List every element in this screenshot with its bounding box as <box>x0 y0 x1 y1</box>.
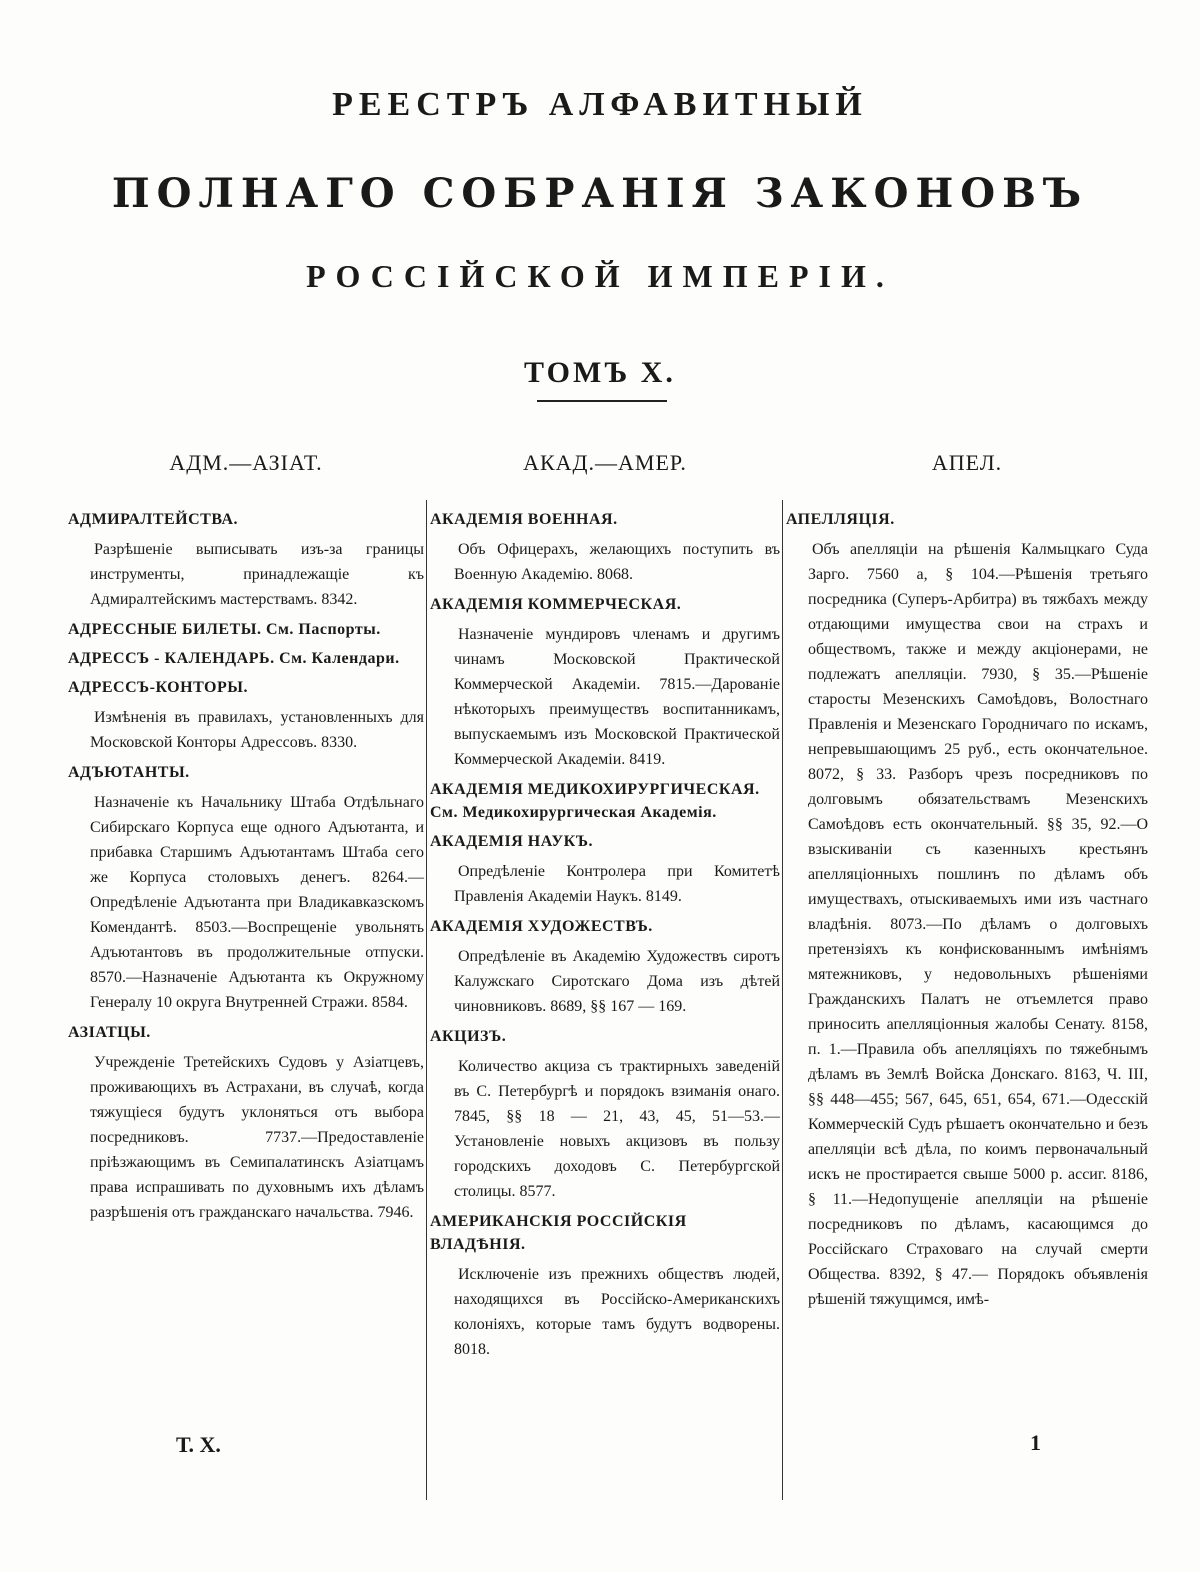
volume-signature: Т. X. <box>176 1432 221 1457</box>
entry-heading: АКАДЕМІЯ ВОЕННАЯ. <box>430 511 618 528</box>
entry-heading: АПЕЛЛЯЦІЯ. <box>786 511 895 528</box>
column-3 <box>786 448 1148 1548</box>
column-divider <box>426 500 427 1500</box>
entry-body: Разрѣшеніе выписывать изъ-за границы инструменты, принадлежащіе къ Адмиралтейскимъ мастерствамъ. 8342. <box>90 541 424 608</box>
column-2 <box>430 448 780 1548</box>
entry-heading: АДРЕССЪ-КОНТОРЫ. <box>68 679 248 696</box>
title-line-2: ПОЛНАГО СОБРАНІЯ ЗАКОНОВЪ <box>111 170 1089 217</box>
index-entry <box>430 778 780 824</box>
entry-heading: АДМИРАЛТЕЙСТВА. <box>68 511 239 528</box>
entry-heading: АМЕРИКАНСКІЯ РОССІЙСКІЯ ВЛАДѢНІЯ. <box>430 1213 687 1253</box>
entry-heading: АКАДЕМІЯ НАУКЪ. <box>430 833 593 850</box>
entry-heading: АДРЕССНЫЕ БИЛЕТЫ. См. Паспорты. <box>68 621 381 638</box>
column-divider <box>782 500 783 1500</box>
column-header: АКАД.—АМЕР. <box>523 450 687 475</box>
index-entry <box>68 508 424 612</box>
entry-body: Назначеніе къ Начальнику Штаба Отдѣльнаго Сибирскаго Корпуса еще одного Адъютанта, и прибавка Старшимъ Адъютантамъ Штаба сего же Корпуса столовыхъ денегъ. 8264.—Опредѣленіе Адъютанта при Владикавказскомъ Комендантѣ. 8503.—Воспрещеніе увольнять Адъютантовъ въ продолжительные отпуски. 8570.—Назначеніе Адъютанта къ Окружному Генералу 10 округа Внутренней Стражи. 8584. <box>90 794 424 1011</box>
entry-heading: АКЦИЗЪ. <box>430 1028 507 1045</box>
entry-body: Объ Офицерахъ, желающихъ поступить въ Военную Академію. 8068. <box>454 541 780 583</box>
entry-heading: АДРЕССЪ - КАЛЕНДАРЬ. См. Календари. <box>68 650 400 667</box>
entry-body: Опредѣленіе Контролера при Комитетѣ Правленія Академіи Наукъ. 8149. <box>454 863 780 905</box>
entry-heading: АКАДЕМІЯ КОММЕРЧЕСКАЯ. <box>430 596 682 613</box>
entry-body: Опредѣленіе въ Академію Художествъ сиротъ Калужскаго Сиротскаго Дома изъ дѣтей чиновниковъ. 8689, §§ 167 — 169. <box>454 948 780 1015</box>
volume-underline <box>537 400 667 402</box>
title-line-3: РОССІЙСКОЙ ИМПЕРІИ. <box>306 258 894 294</box>
page-number: 1 <box>1030 1430 1041 1455</box>
index-entry <box>430 830 780 909</box>
index-entry <box>430 1210 780 1362</box>
entry-heading: АДЪЮТАНТЫ. <box>68 764 190 781</box>
entry-heading: АКАДЕМІЯ ХУДОЖЕСТВЪ. <box>430 918 653 935</box>
entry-body: Учрежденіе Третейскихъ Судовъ у Азіатцевъ, проживающихъ въ Астрахани, въ случаѣ, когда тяжущіеся будутъ уклоняться отъ выбора посредниковъ. 7737.—Предоставленіе пріѣзжающимъ въ Семипалатинскъ Азіатцамъ права испрашивать по духовнымъ ихъ дѣламъ разрѣшенія отъ гражданскаго начальства. 7946. <box>90 1054 424 1221</box>
index-entry <box>786 508 1148 1312</box>
entry-body: Назначеніе мундировъ членамъ и другимъ чинамъ Московской Практической Коммерческой Академіи. 7815.—Дарованіе нѣкоторыхъ преимуществъ воспитанникамъ, выпускаемымъ изъ Московской Практической Коммерческой Академіи. 8419. <box>454 626 780 768</box>
title-line-1: РЕЕСТРЪ АЛФАВИТНЫЙ <box>332 86 868 123</box>
index-entry <box>68 1021 424 1225</box>
index-entry <box>430 915 780 1019</box>
index-entry <box>68 761 424 1015</box>
entry-body: Измѣненія въ правилахъ, установленныхъ для Московской Конторы Адрессовъ. 8330. <box>90 709 424 751</box>
column-header: АПЕЛ. <box>931 450 1003 475</box>
index-entry <box>68 647 424 670</box>
column-header: АДМ.—АЗІАТ. <box>169 450 323 475</box>
entry-body: Исключеніе изъ прежнихъ обществъ людей, находящихся въ Россійско-Американскихъ колоніяхъ, которые тамъ будутъ водворены. 8018. <box>454 1266 780 1358</box>
index-entry <box>430 1025 780 1204</box>
index-entry <box>430 593 780 772</box>
entry-heading: АКАДЕМІЯ МЕДИКОХИРУРГИЧЕСКАЯ. См. Медикохирургическая Академія. <box>430 781 760 821</box>
column-1 <box>68 448 424 1548</box>
entry-body: Объ апелляціи на рѣшенія Калмыцкаго Суда Зарго. 7560 а, § 104.—Рѣшенія третьяго посредника (Суперъ-Арбитра) въ тяжбахъ между отдающими имущества свои на страхъ и обществомъ, также и между акціонерами, не подлежатъ апелляціи. 7930, § 35.—Рѣшеніе старосты Мезенскихъ Самоѣдовъ, Волостнаго Правленія и Мезенскаго Городничаго по искамъ, непревышающимъ 25 руб., есть окончательное. 8072, § 33. Разборъ чрезъ посредниковъ по долговымъ обязательствамъ Мезенскихъ Самоѣдовъ есть окончательный. §§ 35, 92.—О взыскиваніи съ казенныхъ крестьянъ апелляціонныхъ пошлинъ по дѣламъ объ имуществахъ, отыскиваемыхъ ими изъ частнаго владѣнія. 8073.—По дѣламъ о долговыхъ претензіяхъ къ конфискованнымъ имѣніямъ мятежниковъ, у недовольныхъ рѣшеніями Гражданскихъ Палатъ не отъемлется право приносить апелляціонныя жалобы Сенату. 8158, п. 1.—Правила объ апелляціяхъ по тяжебнымъ дѣламъ въ Землѣ Войска Донскаго. 8163, Ч. III, §§ 448—455; 567, 645, 651, 654, 671.—Одесскій Коммерческій Судъ рѣшаетъ окончательно и безъ апелляціи всѣ дѣла, по коимъ первоначальный искъ не простирается свыше 5000 р. ассиг. 8186, § 11.—Недопущеніе апелляціи на рѣшеніе посредниковъ по дѣламъ, касающимся до Россійскаго Страховаго на случай смерти Общества. 8392, § 47.— Порядокъ объявленія рѣшеній тяжущимся, имѣ- <box>808 541 1148 1308</box>
index-entry <box>430 508 780 587</box>
entry-body: Количество акциза съ трактирныхъ заведеній въ С. Петербургѣ и порядокъ взиманія онаго. 7845, §§ 18 — 21, 43, 45, 51—53.—Установленіе новыхъ акцизовъ въ пользу городскихъ доходовъ С. Петербургской столицы. 8577. <box>454 1058 780 1200</box>
entry-heading: АЗІАТЦЫ. <box>68 1024 151 1041</box>
index-entry <box>68 618 424 641</box>
volume-title: ТОМЪ X. <box>524 356 676 389</box>
index-entry <box>68 676 424 755</box>
